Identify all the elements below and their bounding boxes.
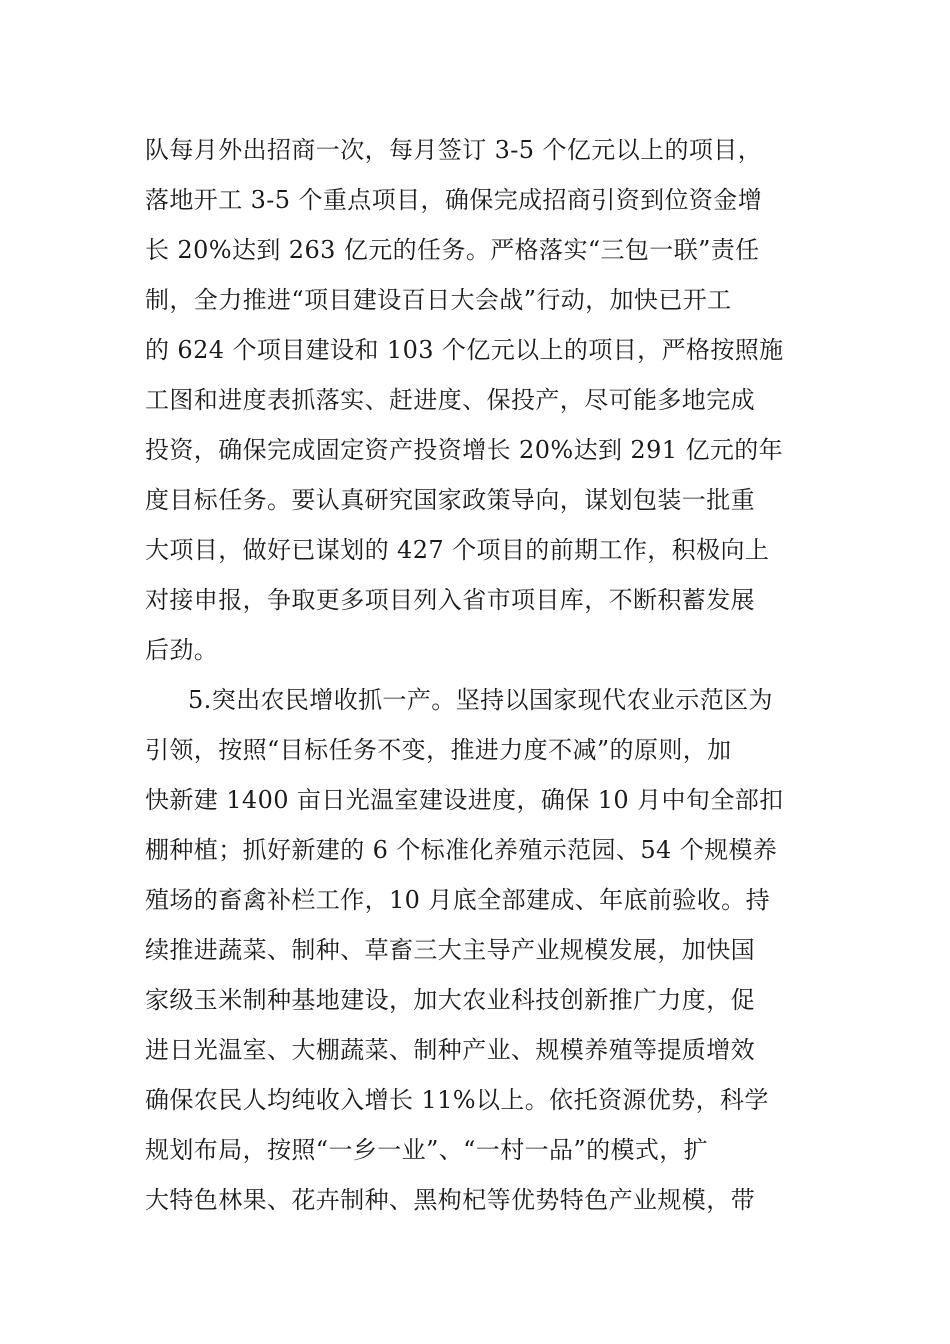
text-line: 的 624 个项目建设和 103 个亿元以上的项目，严格按照施 bbox=[145, 336, 784, 364]
text-line: 快新建 1400 亩日光温室建设进度，确保 10 月中旬全部扣 bbox=[145, 786, 784, 814]
text-line: 规划布局，按照“一乡一业”、“一村一品”的模式，扩 bbox=[145, 1136, 709, 1164]
text-line: 大项目，做好已谋划的 427 个项目的前期工作，积极向上 bbox=[145, 536, 770, 564]
text-line: 大特色林果、花卉制种、黑枸杞等优势特色产业规模，带 bbox=[145, 1186, 755, 1214]
text-line: 投资，确保完成固定资产投资增长 20%达到 291 亿元的年 bbox=[145, 436, 784, 464]
text-line: 引领，按照“目标任务不变，推进力度不减”的原则，加 bbox=[145, 736, 732, 764]
text-line: 对接申报，争取更多项目列入省市项目库，不断积蓄发展 bbox=[145, 586, 755, 614]
text-line: 长 20%达到 263 亿元的任务。严格落实“三包一联”责任 bbox=[145, 236, 760, 264]
text-line: 工图和进度表抓落实、赶进度、保投产，尽可能多地完成 bbox=[145, 386, 755, 414]
text-line: 5.突出农民增收抓一产。坚持以国家现代农业示范区为 bbox=[188, 686, 773, 714]
text-line: 落地开工 3-5 个重点项目，确保完成招商引资到位资金增 bbox=[145, 186, 763, 214]
text-line: 续推进蔬菜、制种、草畜三大主导产业规模发展，加快国 bbox=[145, 936, 755, 964]
text-line: 队每月外出招商一次，每月签订 3-5 个亿元以上的项目， bbox=[145, 136, 763, 164]
text-line: 制，全力推进“项目建设百日大会战”行动，加快已开工 bbox=[145, 286, 732, 314]
text-line: 殖场的畜禽补栏工作，10 月底全部建成、年底前验收。持 bbox=[145, 886, 770, 914]
text-line: 进日光温室、大棚蔬菜、制种产业、规模养殖等提质增效 bbox=[145, 1036, 755, 1064]
text-line: 棚种植；抓好新建的 6 个标准化养殖示范园、54 个规模养 bbox=[145, 836, 778, 864]
text-line: 后劲。 bbox=[145, 636, 219, 664]
text-line: 家级玉米制种基地建设，加大农业科技创新推广力度，促 bbox=[145, 986, 755, 1014]
text-line: 度目标任务。要认真研究国家政策导向，谋划包装一批重 bbox=[145, 486, 755, 514]
text-line: 确保农民人均纯收入增长 11%以上。依托资源优势，科学 bbox=[145, 1086, 769, 1114]
